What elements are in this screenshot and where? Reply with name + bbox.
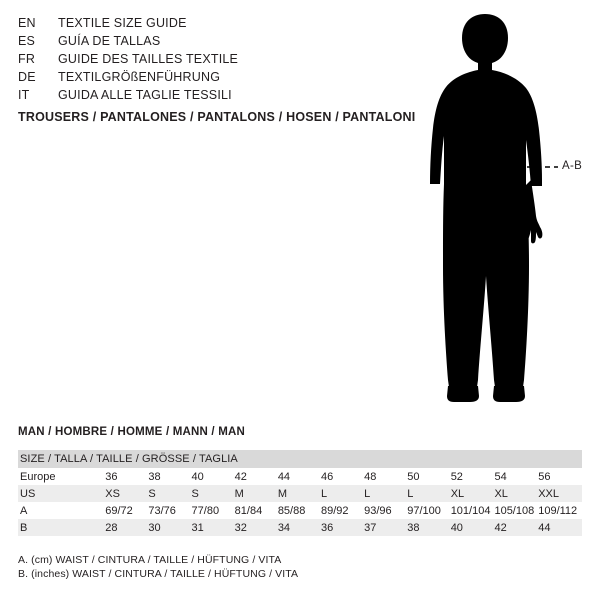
cell: 38 xyxy=(148,470,161,483)
figure-illustration xyxy=(400,8,600,408)
cell: 36 xyxy=(321,519,364,536)
cell: XL xyxy=(451,485,495,502)
cell: 34 xyxy=(278,519,321,536)
cell: S xyxy=(192,485,235,502)
cell: 109/112 xyxy=(538,504,578,517)
cell: 56 xyxy=(538,470,551,483)
cell: S xyxy=(148,485,191,502)
table-row xyxy=(18,468,582,485)
cell: 97/100 xyxy=(407,504,441,517)
language-code: ES xyxy=(18,34,36,48)
cell: 101/104 xyxy=(450,504,491,517)
cell: 89/92 xyxy=(320,504,349,517)
footnotes xyxy=(18,553,298,581)
footnote-a: A. (cm) WAIST / CINTURA / TAILLE / HÜFTUNG / VITA xyxy=(18,554,282,566)
language-row xyxy=(18,86,418,104)
cell: 50 xyxy=(407,470,420,483)
category-title: TROUSERS / PANTALONES / PANTALONS / HOSEN / PANTALONI xyxy=(18,110,416,124)
size-table xyxy=(18,450,582,536)
cell: 28 xyxy=(105,519,148,536)
cell: 52 xyxy=(450,470,463,483)
cell: 69/72 xyxy=(105,504,133,517)
cell: 93/96 xyxy=(364,504,392,517)
table-row xyxy=(18,519,582,536)
cell: 46 xyxy=(320,470,334,483)
table-header-row xyxy=(18,450,582,468)
cell: M xyxy=(235,485,278,502)
cell: 73/76 xyxy=(148,504,176,517)
row-label: B xyxy=(18,519,105,536)
cell: 32 xyxy=(235,519,278,536)
language-row xyxy=(18,14,418,32)
measurement-label-ab: A-B xyxy=(562,160,583,172)
cell: L xyxy=(364,485,407,502)
language-header-block xyxy=(18,14,418,104)
cell: 40 xyxy=(191,470,204,483)
cell: 44 xyxy=(277,470,291,483)
row-label: Europe xyxy=(20,470,56,483)
man-silhouette-icon xyxy=(400,8,600,408)
cell: 54 xyxy=(494,470,507,483)
table-row xyxy=(18,502,582,519)
cell: 36 xyxy=(105,470,118,483)
cell: 44 xyxy=(538,519,582,536)
cell: XL xyxy=(494,485,538,502)
table-header-label: SIZE / TALLA / TAILLE / GRÖSSE / TAGLIA xyxy=(20,453,238,465)
language-row xyxy=(18,32,418,50)
cell: 42 xyxy=(234,470,247,483)
language-row xyxy=(18,68,418,86)
cell: 81/84 xyxy=(234,504,263,517)
language-row xyxy=(18,50,418,68)
table-row xyxy=(18,485,582,502)
cell: 105/108 xyxy=(494,504,535,517)
cell: 77/80 xyxy=(191,504,220,517)
cell: 30 xyxy=(148,519,191,536)
section-title-man: MAN / HOMBRE / HOMME / MANN / MAN xyxy=(18,426,246,438)
cell: M xyxy=(278,485,321,502)
language-title: GUÍA DE TALLAS xyxy=(58,34,161,48)
language-code: IT xyxy=(18,88,30,102)
cell: 38 xyxy=(407,519,450,536)
language-title: TEXTILE SIZE GUIDE xyxy=(58,16,187,30)
cell: XXL xyxy=(538,485,582,502)
language-title: GUIDA ALLE TAGLIE TESSILI xyxy=(58,88,232,102)
language-code: FR xyxy=(18,52,36,66)
cell: L xyxy=(321,485,364,502)
language-title: GUIDE DES TAILLES TEXTILE xyxy=(58,52,239,66)
cell: 85/88 xyxy=(277,504,306,517)
cell: XS xyxy=(105,485,148,502)
cell: 48 xyxy=(364,470,377,483)
row-label: US xyxy=(18,485,105,502)
language-code: EN xyxy=(18,16,36,30)
cell: 40 xyxy=(451,519,495,536)
footnote-b: B. (inches) WAIST / CINTURA / TAILLE / HÜFTUNG / VITA xyxy=(18,568,299,580)
language-code: DE xyxy=(18,70,36,84)
cell: 37 xyxy=(364,519,407,536)
language-title: TEXTILGRÖßENFÜHRUNG xyxy=(58,70,221,84)
cell: 31 xyxy=(192,519,235,536)
cell: L xyxy=(407,485,450,502)
cell: 42 xyxy=(494,519,538,536)
row-label: A xyxy=(20,504,28,517)
